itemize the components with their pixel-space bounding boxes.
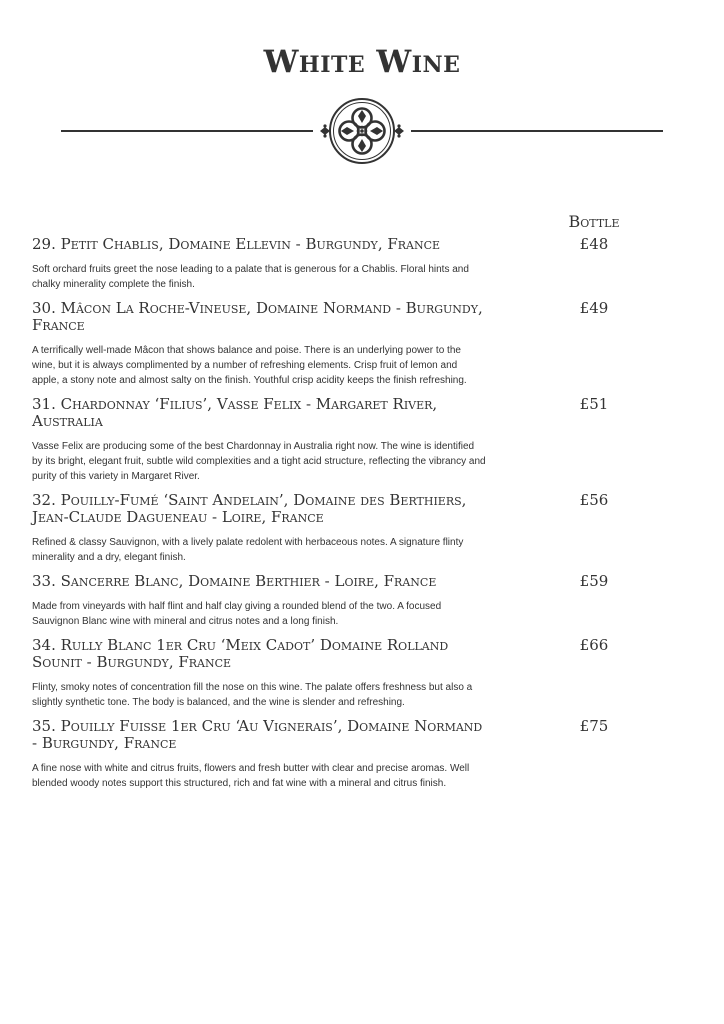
wine-item-35 — [32, 718, 652, 791]
wine-list — [32, 236, 652, 799]
wine-price: £48 — [579, 235, 609, 253]
wine-item-31 — [32, 396, 652, 484]
wine-name: 30. Mâcon La Roche-Vineuse, Domaine Normand - Burgundy, France — [32, 299, 483, 334]
wine-name: 29. Petit Chablis, Domaine Ellevin - Burgundy, France — [32, 235, 441, 253]
wine-description: Vasse Felix are producing some of the best Chardonnay in Australia right now. The wine is identified by its bright, elegant fruit, subtle wild complexities and a tight acid structure, reflecting the vibrancy and purity of this variety in Margaret River. — [32, 441, 486, 482]
wine-description: A fine nose with white and citrus fruits, flowers and fresh butter with clear and precise aromas. Well blended woody notes support this structured, rich and fat wine with a mineral and citrus finish. — [32, 763, 470, 789]
wine-name: 35. Pouilly Fuisse 1er Cru ‘Au Vignerais’, Domaine Normand - Burgundy, France — [32, 717, 483, 752]
wine-item-34 — [32, 637, 652, 710]
wine-price: £51 — [579, 395, 609, 413]
fleuron-left-icon — [320, 124, 330, 137]
wine-description: A terrifically well-made Mâcon that shows balance and poise. There is an underlying power to the wine, but it is always complimented by a number of refreshing elements. Crisp fruit of lemon and apple, a stony note and almost salty on the finish. Youthful crisp acidity keeps the finish refreshing. — [32, 345, 467, 386]
page-title: White Wine — [263, 44, 461, 80]
bottle-column-header: Bottle — [568, 212, 620, 231]
wine-item-33 — [32, 573, 652, 629]
wine-name: 33. Sancerre Blanc, Domaine Berthier - Loire, France — [32, 572, 437, 590]
wine-name: 31. Chardonnay ‘Filius’, Vasse Felix - Margaret River, Australia — [32, 395, 438, 430]
wine-name: 32. Pouilly-Fumé ‘Saint Andelain’, Domaine des Berthiers, Jean-Claude Dagueneau - Loire, France — [32, 491, 467, 526]
wine-price: £49 — [579, 299, 609, 317]
wine-price: £75 — [579, 717, 609, 735]
wine-name: 34. Rully Blanc 1er Cru ‘Meix Cadot’ Domaine Rolland Sounit - Burgundy, France — [32, 636, 449, 671]
wine-item-30 — [32, 300, 652, 388]
wine-price: £66 — [579, 636, 609, 654]
rosette-emblem-icon — [330, 99, 394, 163]
wine-price: £56 — [579, 491, 609, 509]
wine-item-29 — [32, 236, 652, 292]
wine-description: Made from vineyards with half flint and half clay giving a rounded blend of the two. A focused Sauvignon Blanc wine with mineral and citrus notes and a long finish. — [32, 601, 442, 627]
wine-description: Flinty, smoky notes of concentration fill the nose on this wine. The palate offers freshness but also a slightly synthetic tone. The body is balanced, and the wine is slender and refreshing. — [32, 682, 473, 708]
decorative-divider — [0, 96, 724, 166]
wine-description: Refined & classy Sauvignon, with a lively palate redolent with herbaceous notes. A signature flinty minerality and a dry, elegant finish. — [32, 537, 464, 563]
fleuron-right-icon — [394, 124, 404, 137]
wine-item-32 — [32, 492, 652, 565]
wine-price: £59 — [579, 572, 609, 590]
wine-description: Soft orchard fruits greet the nose leading to a palate that is generous for a Chablis. Floral hints and chalky minerality complete the finish. — [32, 264, 469, 290]
